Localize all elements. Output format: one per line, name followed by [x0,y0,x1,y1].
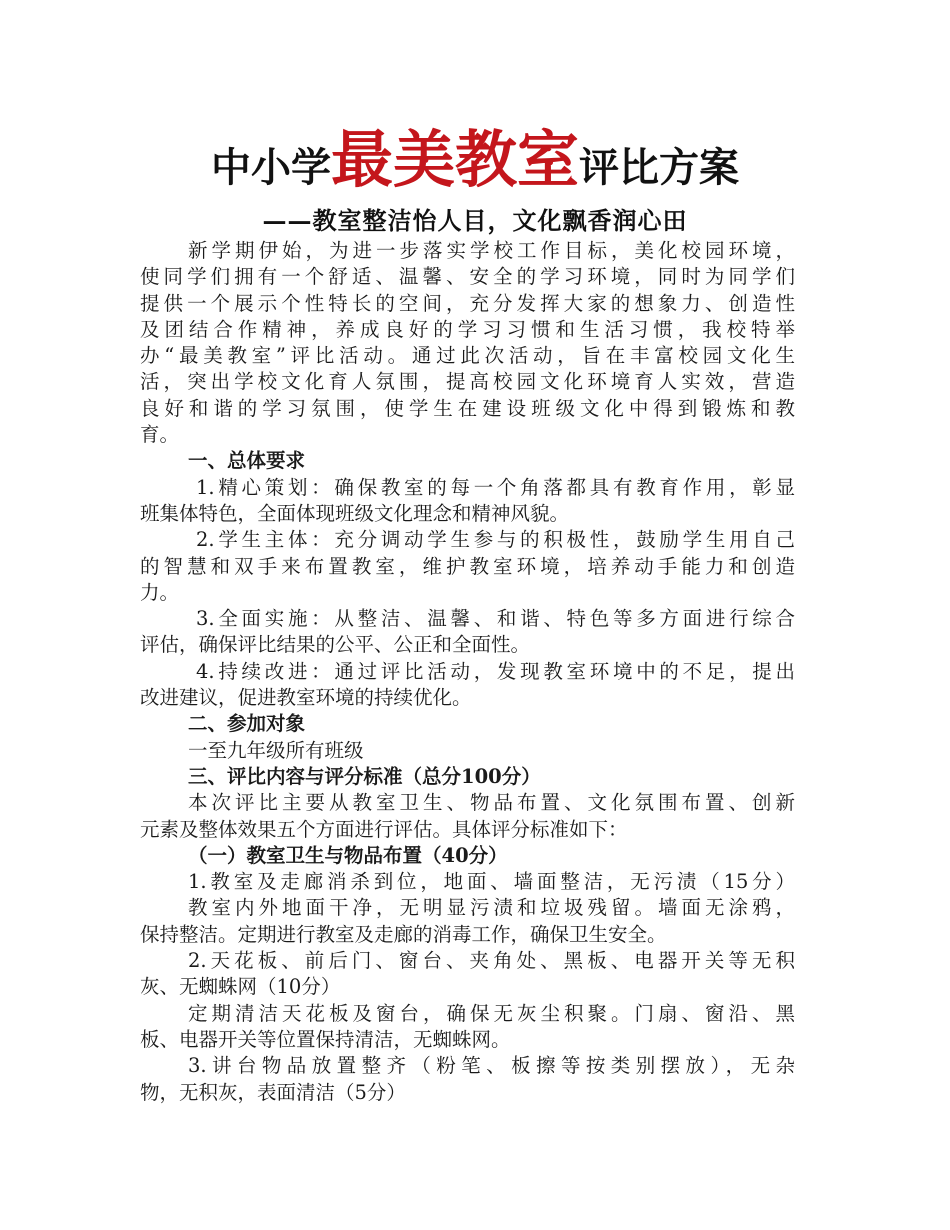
req-4-line-1: 4.持续改进：通过评比活动，发现教室环境中的不足，提出 [196,659,795,683]
item-3-title-line-2: 物，无积灰，表面清洁（5分） [140,1080,406,1104]
intro-line-7: 良好和谐的学习氛围，使学生在建设班级文化中得到锻炼和教 [140,396,795,420]
intro-line-4: 及团结合作精神，养成良好的学习习惯和生活习惯，我校特举 [140,317,795,341]
req-4-line-2: 改进建议，促进教室环境的持续优化。 [140,686,472,710]
intro-line-6: 活，突出学校文化育人氛围，提高校园文化环境育人实效，营造 [140,370,795,394]
item-2-desc-line-1: 定期清洁天花板及窗台，确保无灰尘积聚。门扇、窗沿、黑 [188,1001,795,1025]
participants-line: 一至九年级所有班级 [188,738,364,762]
req-2-line-1: 2.学生主体：充分调动学生参与的积极性，鼓励学生用自己 [196,528,795,552]
section-heading-1: 一、总体要求 [188,449,306,473]
intro-line-5: 办“最美教室”评比活动。通过此次活动，旨在丰富校园文化生 [140,344,795,368]
req-2-line-3: 力。 [140,580,180,604]
subsection-heading-1: （一）教室卫生与物品布置（40分） [188,843,508,867]
criteria-intro-line-1: 本次评比主要从教室卫生、物品布置、文化氛围布置、创新 [188,791,795,815]
req-1-line-2: 班集体特色，全面体现班级文化理念和精神风貌。 [140,501,570,525]
item-3-title-line-1: 3.讲台物品放置整齐（粉笔、板擦等按类别摆放），无杂 [188,1054,795,1078]
req-2-line-2: 的智慧和双手来布置教室，维护教室环境，培养动手能力和创造 [140,554,795,578]
item-1-desc-line-2: 保持整洁。定期进行教室及走廊的消毒工作，确保卫生安全。 [140,922,667,946]
req-3-line-1: 3.全面实施：从整洁、温馨、和谐、特色等多方面进行综合 [196,607,795,631]
item-1-title: 1.教室及走廊消杀到位，地面、墙面整洁，无污渍（15分） [188,870,795,894]
section-heading-3: 三、评比内容与评分标准（总分100分） [188,764,541,788]
title-part2: 评比方案 [579,144,739,191]
intro-line-2: 使同学们拥有一个舒适、温馨、安全的学习环境，同时为同学们 [140,265,795,289]
req-3-line-2: 评估，确保评比结果的公平、公正和全面性。 [140,633,531,657]
document-body [140,238,795,1106]
criteria-intro-line-2: 元素及整体效果五个方面进行评估。具体评分标准如下： [140,817,628,841]
item-2-title-line-1: 2.天花板、前后门、窗台、夹角处、黑板、电器开关等无积 [188,949,795,973]
section-heading-2: 二、参加对象 [188,712,306,736]
intro-line-3: 提供一个展示个性特长的空间，充分发挥大家的想象力、创造性 [140,291,795,315]
intro-line-1: 新学期伊始，为进一步落实学校工作目标，美化校园环境， [188,239,795,262]
item-2-title-line-2: 灰、无蜘蛛网（10分） [140,975,341,999]
item-2-desc-line-2: 板、电器开关等位置保持清洁，无蜘蛛网。 [140,1027,511,1051]
title-highlight: 最美教室 [330,123,579,196]
title-part1: 中小学 [210,144,331,191]
document-subtitle: ——教室整洁怡人目，文化飘香润心田 [262,206,688,235]
item-1-desc-line-1: 教室内外地面干净，无明显污渍和垃圾残留。墙面无涂鸦， [188,896,795,920]
req-1-line-1: 1.精心策划：确保教室的每一个角落都具有教育作用，彰显 [196,475,795,499]
intro-line-8: 育。 [140,423,180,447]
document-title [0,110,950,199]
